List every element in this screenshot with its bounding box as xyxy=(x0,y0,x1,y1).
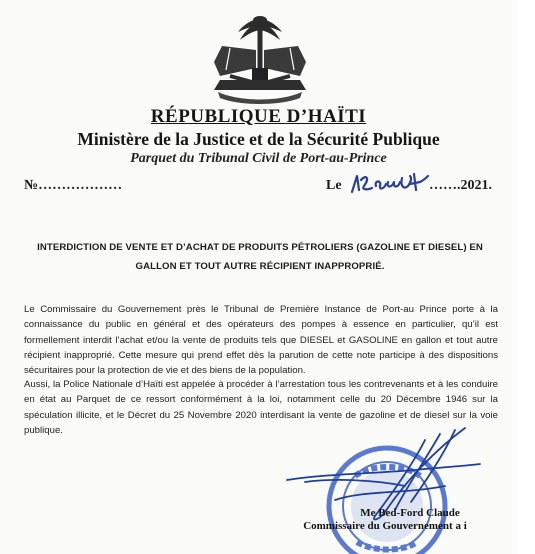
signature-block xyxy=(270,507,500,533)
handwritten-date-icon xyxy=(348,168,432,196)
haiti-coat-of-arms-icon xyxy=(200,10,320,105)
ministry-heading: Ministère de la Justice et de la Sécurité Publique xyxy=(77,129,440,149)
notice-title: INTERDICTION DE VENTE ET D’ACHAT DE PRODUITS PÉTROLIERS (GAZOLINE ET DIESEL) EN GALLON ET TOUT AUTRE RÉCIPIENT INAPPROPRIÉ. xyxy=(37,242,483,272)
date-line xyxy=(326,174,506,198)
signatory-name: Me Bed-Ford Claude xyxy=(360,507,460,519)
reference-number: №……………… xyxy=(24,178,123,193)
republic-heading: RÉPUBLIQUE D’HAÏTI xyxy=(150,106,367,127)
notice-paragraph-1: Le Commissaire du Gouvernement près le Tribunal de Première Instance de Port-au Prince porte à la connaissance du public en général et des opérateurs des pompes à essence en particulier, qu’il est formellement interdit l’achat et/ou la vente de produits tels que DIESEL et GASOLINE en gallon et tout autre récipient inapproprié. Cette mesure qui prend effet dès la parution de cette note participe à des dispositions sécuritaires pour la protection de vie et des biens de la population. xyxy=(24,304,498,377)
notice-paragraph-2: Aussi, la Police Nationale d’Haïti est appelée à procéder à l’arrestation tous les contrevenants et à les conduire en état au Parquet de ce ressort conformément à la loi, notamment celle du 20 Décembre 1946 sur la spéculation illicite, et le Décret du 25 Novembre 2020 interdisant la vente de gazoline et de diesel sur la voie publique. xyxy=(24,379,498,436)
letterhead xyxy=(0,106,517,168)
date-prefix: Le xyxy=(326,178,342,193)
official-stamp-and-signature-icon xyxy=(275,420,495,554)
signatory-title: Commissaire du Gouvernement a i xyxy=(303,520,467,532)
page-edge xyxy=(517,0,535,554)
date-suffix: …….2021. xyxy=(429,178,492,193)
office-subheading: Parquet du Tribunal Civil de Port-au-Prince xyxy=(130,151,387,166)
